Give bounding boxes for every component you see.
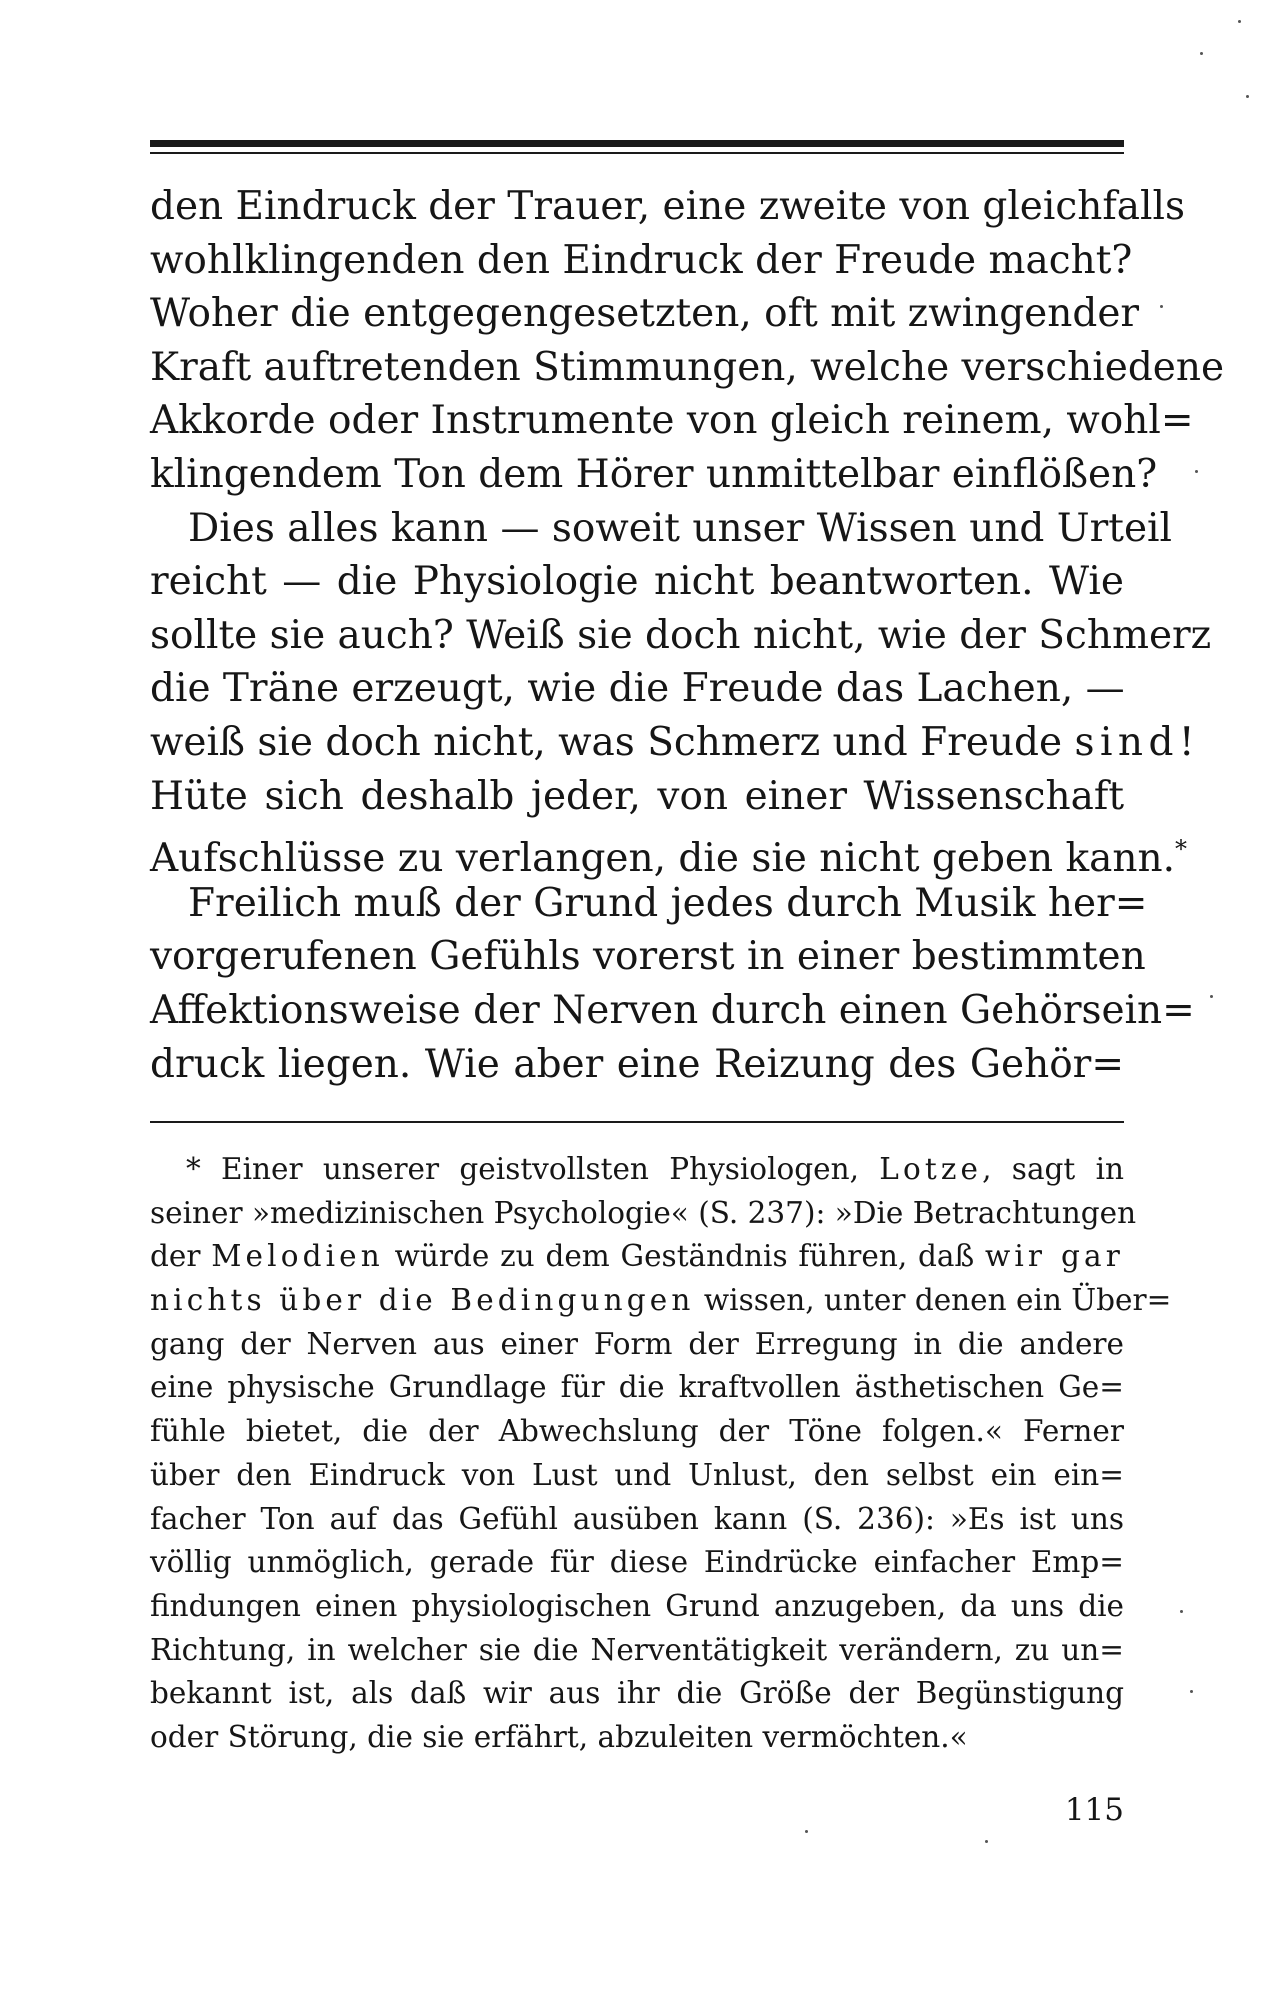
text-line: druck liegen. Wie aber eine Reizung des Gehör= — [150, 1041, 1124, 1087]
paper-speck — [1160, 305, 1163, 308]
paper-speck — [1190, 1690, 1193, 1693]
text-line: Freilich muß der Grund jedes durch Musik her= — [188, 880, 1148, 926]
emphasized-word: sind! — [1074, 719, 1201, 765]
footnote-line: völlig unmöglich, gerade für diese Eindrücke einfacher Emp= — [150, 1545, 1124, 1580]
text-line: Kraft auftretenden Stimmungen, welche verschiedene — [150, 344, 1225, 390]
text-line: Dies alles kann — soweit unser Wissen und Urteil — [188, 505, 1173, 551]
text-line: klingendem Ton dem Hörer unmittelbar einflößen? — [150, 451, 1158, 497]
footnote-line — [150, 1235, 1124, 1279]
text-segment: , sagt in — [982, 1152, 1125, 1186]
text-line: wohlklingenden den Eindruck der Freude macht? — [150, 237, 1133, 283]
footnote-line: eine physische Grundlage für die kraftvollen ästhetischen Ge= — [150, 1370, 1124, 1405]
text-line — [150, 716, 1201, 770]
text-segment: weiß sie doch nicht, was Schmerz und Freude — [150, 719, 1075, 765]
text-line: die Träne erzeugt, wie die Freude das Lachen, — — [150, 666, 1125, 712]
header-rule-thick — [150, 140, 1124, 147]
footnote-line: oder Störung, die sie erfährt, abzuleiten vermöchten.« — [150, 1719, 968, 1754]
text-segment: wissen, unter denen ein Über= — [694, 1283, 1172, 1318]
footnote-line — [150, 1279, 1172, 1323]
text-segment: der — [150, 1239, 212, 1274]
text-segment: * Einer unserer geistvollsten Physiologen, — [186, 1152, 880, 1186]
emphasized-phrase: nichts über die Bedingungen — [150, 1283, 695, 1318]
footnote-line — [150, 1148, 1124, 1192]
text-line: sollte sie auch? Weiß sie doch nicht, wie der Schmerz — [150, 612, 1212, 658]
text-segment: würde zu dem Geständnis führen, daß — [383, 1239, 985, 1274]
text-line: Akkorde oder Instrumente von gleich reinem, wohl= — [150, 398, 1194, 444]
emphasized-name: Lotze — [879, 1152, 983, 1186]
paper-speck — [1246, 95, 1249, 98]
paper-speck — [805, 1830, 808, 1833]
text-line: den Eindruck der Trauer, eine zweite von gleichfalls — [150, 184, 1185, 229]
paper-speck — [1180, 1610, 1183, 1613]
header-rule-thin — [150, 152, 1124, 154]
paper-speck — [985, 1840, 988, 1843]
footnote-line: über den Eindruck von Lust und Unlust, den selbst ein ein= — [150, 1457, 1124, 1492]
text-line: vorgerufenen Gefühls vorerst in einer bestimmten — [150, 934, 1146, 980]
text-line: Affektionsweise der Nerven durch einen Gehörsein= — [150, 987, 1195, 1033]
emphasized-word: Melodien — [211, 1239, 384, 1274]
footnote — [150, 1148, 1172, 1760]
text-segment: Aufschlüsse zu verlangen, die sie nicht geben kann. — [150, 836, 1176, 882]
footnote-marker: * — [1175, 835, 1188, 864]
footnote-line: fühle bietet, die der Abwechslung der Töne folgen.« Ferner — [150, 1414, 1124, 1449]
footnote-line: gang der Nerven aus einer Form der Erregung in die andere — [150, 1326, 1124, 1361]
paper-speck — [1200, 52, 1203, 55]
text-line — [150, 823, 1188, 882]
paper-speck — [1210, 995, 1213, 998]
footnote-line: findungen einen physiologischen Grund anzugeben, da uns die — [150, 1588, 1124, 1623]
text-line: Hüte sich deshalb jeder, von einer Wissenschaft — [150, 773, 1124, 819]
footnote-line: bekannt ist, als daß wir aus ihr die Größe der Begünstigung — [150, 1676, 1124, 1711]
page-number: 115 — [1064, 1792, 1124, 1828]
text-line: reicht — die Physiologie nicht beantworten. Wie — [150, 559, 1124, 605]
footnote-line: Richtung, in welcher sie die Nerventätigkeit verändern, zu un= — [150, 1632, 1124, 1667]
footnote-line: seiner »medizinischen Psychologie« (S. 237): »Die Betrachtungen — [150, 1195, 1137, 1230]
paper-speck — [1195, 470, 1198, 473]
footnote-rule — [150, 1121, 1124, 1123]
text-line: Woher die entgegengesetzten, oft mit zwingender — [150, 291, 1140, 337]
footnote-line: facher Ton auf das Gefühl ausüben kann (S. 236): »Es ist uns — [150, 1501, 1124, 1536]
emphasized-phrase: wir gar — [984, 1239, 1124, 1274]
paper-speck — [1238, 20, 1241, 23]
body-text — [150, 180, 1225, 1091]
